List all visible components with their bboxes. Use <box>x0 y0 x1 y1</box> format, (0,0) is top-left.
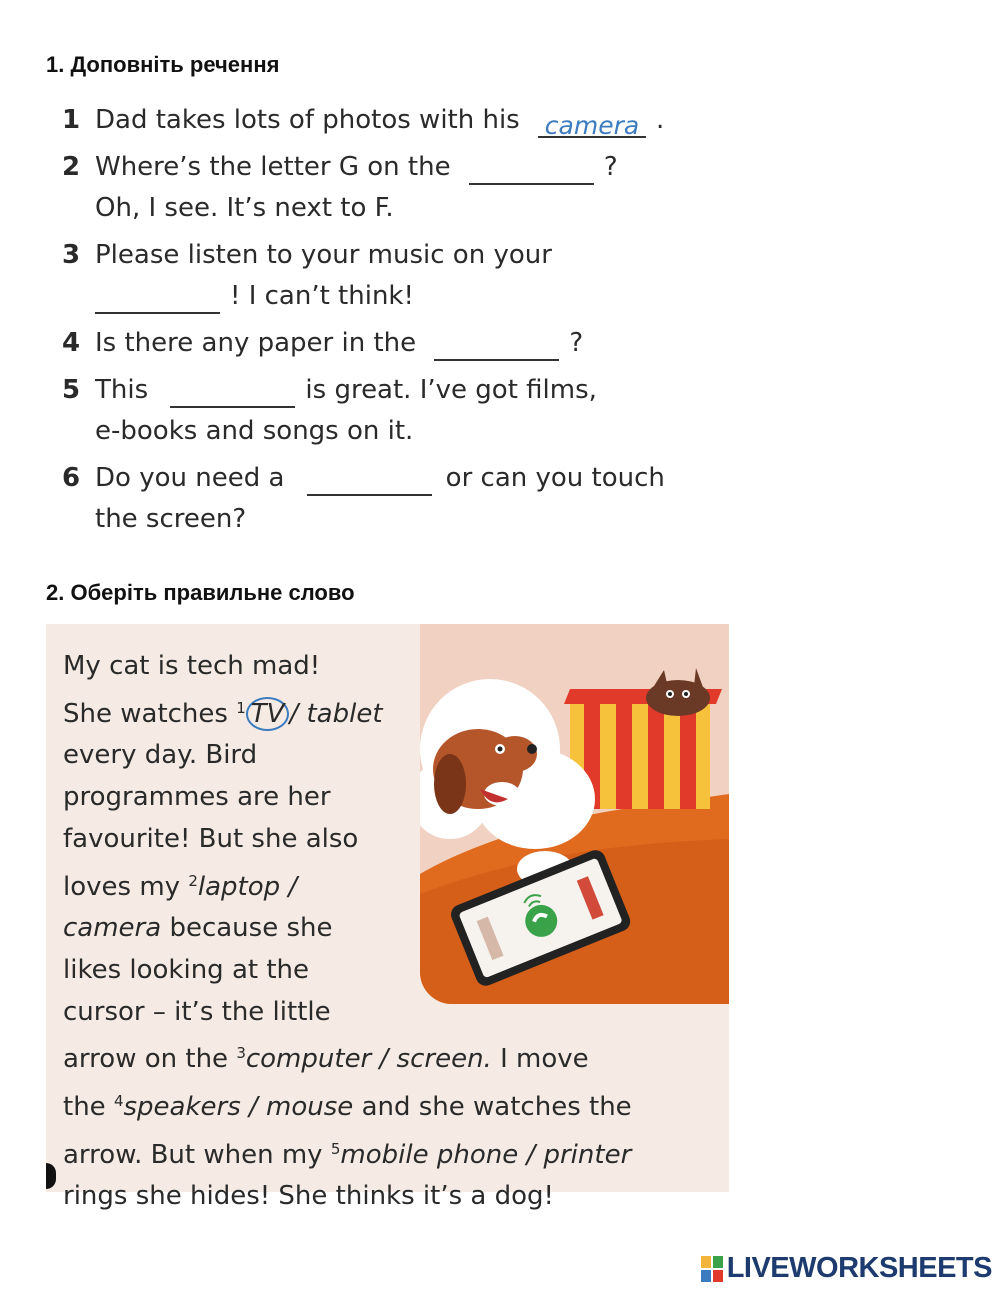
answer-input-3[interactable] <box>95 287 220 317</box>
item-number: 5 <box>62 375 81 405</box>
sentence-text: ? <box>603 152 618 182</box>
sentence-1 <box>62 100 742 141</box>
item-number: 3 <box>62 240 81 270</box>
section-2-title: 2. Оберіть правильне слово <box>46 580 355 605</box>
text-fragment: arrow. But when my <box>63 1139 323 1170</box>
choice-1-option[interactable]: / tablet <box>289 698 383 729</box>
answer-input-6[interactable] <box>307 469 432 499</box>
choice-number: 3 <box>236 1044 246 1063</box>
text-line <box>63 688 632 736</box>
answer-input-4[interactable] <box>434 334 559 364</box>
text-line <box>63 861 632 909</box>
choice-number: 1 <box>236 698 246 717</box>
text-line <box>63 1033 632 1081</box>
sentence-text: is great. I’ve got films, <box>305 375 597 405</box>
choice-1-selected[interactable]: TV <box>246 697 290 731</box>
text-line: favourite! But she also <box>63 823 359 854</box>
text-fragment: because she <box>169 913 333 944</box>
choice-2-option-b[interactable]: camera <box>63 913 162 944</box>
text-fragment: arrow on the <box>63 1044 229 1075</box>
sentence-text: the screen? <box>95 504 247 534</box>
sentence-text: Oh, I see. It’s next to F. <box>95 193 394 223</box>
answer-input-5[interactable] <box>170 381 295 411</box>
text-line: every day. Bird <box>63 740 258 771</box>
sentence-text: This <box>95 375 149 405</box>
sentence-text: or can you touch <box>445 463 665 493</box>
section-1-title: 1. Доповніть речення <box>46 52 280 77</box>
sentence-text: Do you need a <box>95 463 285 493</box>
text-line <box>63 1129 632 1177</box>
text-fragment: She watches <box>63 698 228 729</box>
item-number: 6 <box>62 463 81 493</box>
sentence-text: . <box>656 105 665 135</box>
text-line: likes looking at the <box>63 954 310 985</box>
choice-5[interactable]: mobile phone / printer <box>340 1139 632 1170</box>
text-fragment: loves my <box>63 871 181 902</box>
sentence-text: Please listen to your music on your <box>95 240 552 270</box>
sentence-3 <box>62 235 742 317</box>
sentence-text: Where’s the letter G on the <box>95 152 451 182</box>
answer-blank-1[interactable] <box>538 106 646 138</box>
item-number: 4 <box>62 328 81 358</box>
answer-blank-6[interactable] <box>307 464 432 496</box>
brand-text: LIVEWORKSHEETS <box>726 1252 992 1284</box>
liveworksheets-logo <box>701 1252 992 1285</box>
choice-number: 4 <box>113 1092 124 1111</box>
text-line <box>63 908 632 950</box>
text-fragment: the <box>63 1092 106 1123</box>
text-line: My cat is tech mad! <box>63 651 321 681</box>
answer-blank-3[interactable] <box>95 282 220 314</box>
sentence-6 <box>62 458 742 540</box>
choice-3[interactable]: computer / screen. <box>245 1044 492 1075</box>
answer-blank-5[interactable] <box>170 376 295 408</box>
item-number: 2 <box>62 152 81 182</box>
choice-number: 2 <box>188 871 198 890</box>
choice-number: 5 <box>330 1139 341 1158</box>
text-line: programmes are her <box>63 782 331 813</box>
text-fragment: and she watches the <box>361 1092 632 1123</box>
sentence-text: Is there any paper in the <box>95 328 417 358</box>
sentence-2 <box>62 147 742 229</box>
sentence-text: e-books and songs on it. <box>95 416 414 446</box>
answer-input-2[interactable] <box>469 158 594 188</box>
choice-2-option-a[interactable]: laptop / <box>197 871 298 902</box>
sentence-text: ! I can’t think! <box>230 281 414 311</box>
answer-blank-4[interactable] <box>434 329 559 361</box>
text-fragment: I move <box>500 1044 589 1075</box>
choice-4[interactable]: speakers / mouse <box>123 1092 354 1123</box>
sentence-4 <box>62 323 742 364</box>
exercise-1 <box>62 100 742 546</box>
answer-blank-2[interactable] <box>469 153 594 185</box>
sentence-text: Dad takes lots of photos with his <box>95 105 520 135</box>
sentence-text: ? <box>569 328 584 358</box>
reading-panel <box>46 624 729 1212</box>
answer-input-1[interactable] <box>538 111 646 141</box>
text-line: rings she hides! She thinks it’s a dog! <box>63 1181 554 1212</box>
text-line: cursor – it’s the little <box>63 996 331 1027</box>
text-line <box>63 1081 632 1129</box>
brand-icon <box>701 1256 723 1282</box>
reading-text <box>63 646 632 1218</box>
sentence-5 <box>62 370 742 452</box>
item-number: 1 <box>62 105 81 135</box>
